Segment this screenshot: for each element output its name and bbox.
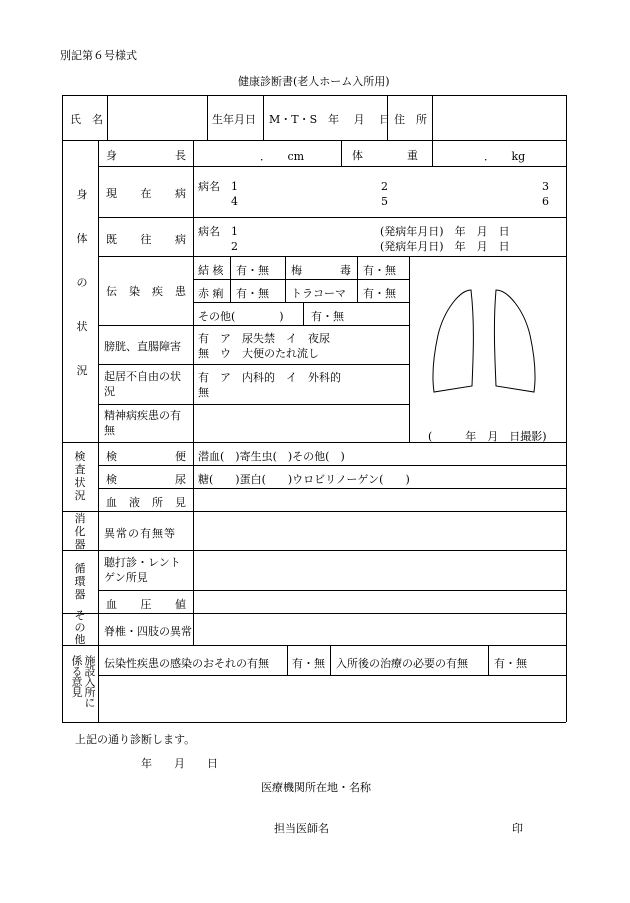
- mental-illness-label: 精神病疾患の有無: [104, 409, 181, 437]
- address-label: 住 所: [394, 113, 427, 126]
- blood-pressure-label: 血 圧 値: [106, 598, 186, 611]
- stool-value: 潜血( )寄生虫( )その他( ): [198, 450, 345, 463]
- mobility-label: 起居不自由の状況: [104, 370, 181, 398]
- current-illness-line2: 4 5 6: [198, 195, 549, 208]
- lung-diagram: [420, 280, 550, 400]
- past-illness-label: 既 往 病: [106, 233, 186, 246]
- tb-label: 結 核: [198, 264, 224, 277]
- weight-label: 体 重: [352, 149, 418, 162]
- mobility-line1: 有 ア 内科的 イ 外科的: [198, 371, 341, 384]
- height-value: ． cm: [260, 150, 305, 163]
- doctor-name-label: 担当医師名: [274, 822, 329, 835]
- left-lung-outline: [433, 290, 473, 392]
- circulatory-section-label: 循環器: [74, 562, 86, 601]
- birth-label: 生年月日: [212, 113, 256, 126]
- dysentery-label: 赤 痢: [198, 287, 224, 300]
- weight-value: ． kg: [484, 150, 526, 163]
- syphilis-value: 有・無: [363, 264, 396, 277]
- form-number: 別記第６号様式: [60, 49, 137, 62]
- infection-risk-value: 有・無: [292, 657, 325, 670]
- current-illness-line1: 病名 1 2 3: [198, 180, 549, 193]
- body-section-label: 身 体 の 状 況: [76, 188, 88, 377]
- treatment-need-value: 有・無: [494, 657, 527, 670]
- treatment-need-label: 入所後の治療の必要の有無: [336, 657, 468, 670]
- dysentery-value: 有・無: [236, 287, 269, 300]
- onset-date-1: (発病年月日) 年 月 日: [380, 225, 510, 238]
- urine-label: 検 尿: [106, 473, 186, 486]
- bladder-line2: 無 ウ 大便のたれ流し: [198, 347, 319, 360]
- other-section-label: その他: [74, 609, 86, 646]
- syphilis-label: 梅 毒: [291, 264, 351, 277]
- infection-risk-label: 伝染性疾患の感染のおそれの有無: [104, 657, 269, 670]
- auscultation-label: 聴打診・レントゲン所見: [104, 556, 181, 584]
- birth-value: M・T・S 年 月 日: [269, 113, 391, 126]
- mobility-line2: 無: [198, 386, 209, 399]
- bladder-line1: 有 ア 尿失禁 イ 夜尿: [198, 332, 330, 345]
- stool-label: 検 便: [106, 450, 186, 463]
- height-label: 身 長: [106, 149, 186, 162]
- infectious-disease-label: 伝 染 疾 患: [106, 285, 186, 298]
- form-title: 健康診断書(老人ホーム入所用): [238, 75, 390, 88]
- institution-label: 医療機関所在地・名称: [261, 781, 371, 794]
- trachoma-value: 有・無: [363, 287, 396, 300]
- urine-value: 糖( )蛋白( )ウロビリノーゲン( ): [198, 473, 410, 486]
- diagnosis-date: 年 月 日: [141, 757, 218, 770]
- xray-date: ( 年 月 日撮影): [428, 430, 547, 443]
- past-illness-line1: 病名 1: [198, 225, 238, 238]
- blood-label: 血 液 所 見: [106, 496, 186, 509]
- exam-section-label: 検査状況: [74, 450, 86, 502]
- tb-value: 有・無: [236, 264, 269, 277]
- bladder-label: 膀胱、直腸障害: [104, 340, 181, 353]
- spine-limb-label: 脊椎・四肢の異常: [104, 625, 192, 638]
- other-infection-label: その他( ): [198, 310, 284, 323]
- diagnosis-statement: 上記の通り診断します。: [75, 733, 196, 746]
- current-illness-label: 現 在 病: [106, 187, 186, 200]
- digestive-section-label: 消化器: [74, 512, 86, 551]
- digestive-label: 異常の有無等: [104, 527, 176, 540]
- name-label: 氏 名: [70, 113, 103, 126]
- trachoma-label: トラコーマ: [291, 287, 346, 300]
- past-illness-line2: 2: [198, 240, 238, 253]
- other-infection-value: 有・無: [311, 310, 344, 323]
- right-lung-outline: [494, 290, 535, 392]
- opinion-section-label: 施設入所に係る意見: [70, 655, 96, 708]
- onset-date-2: (発病年月日) 年 月 日: [380, 240, 510, 253]
- seal-mark: 印: [512, 822, 523, 835]
